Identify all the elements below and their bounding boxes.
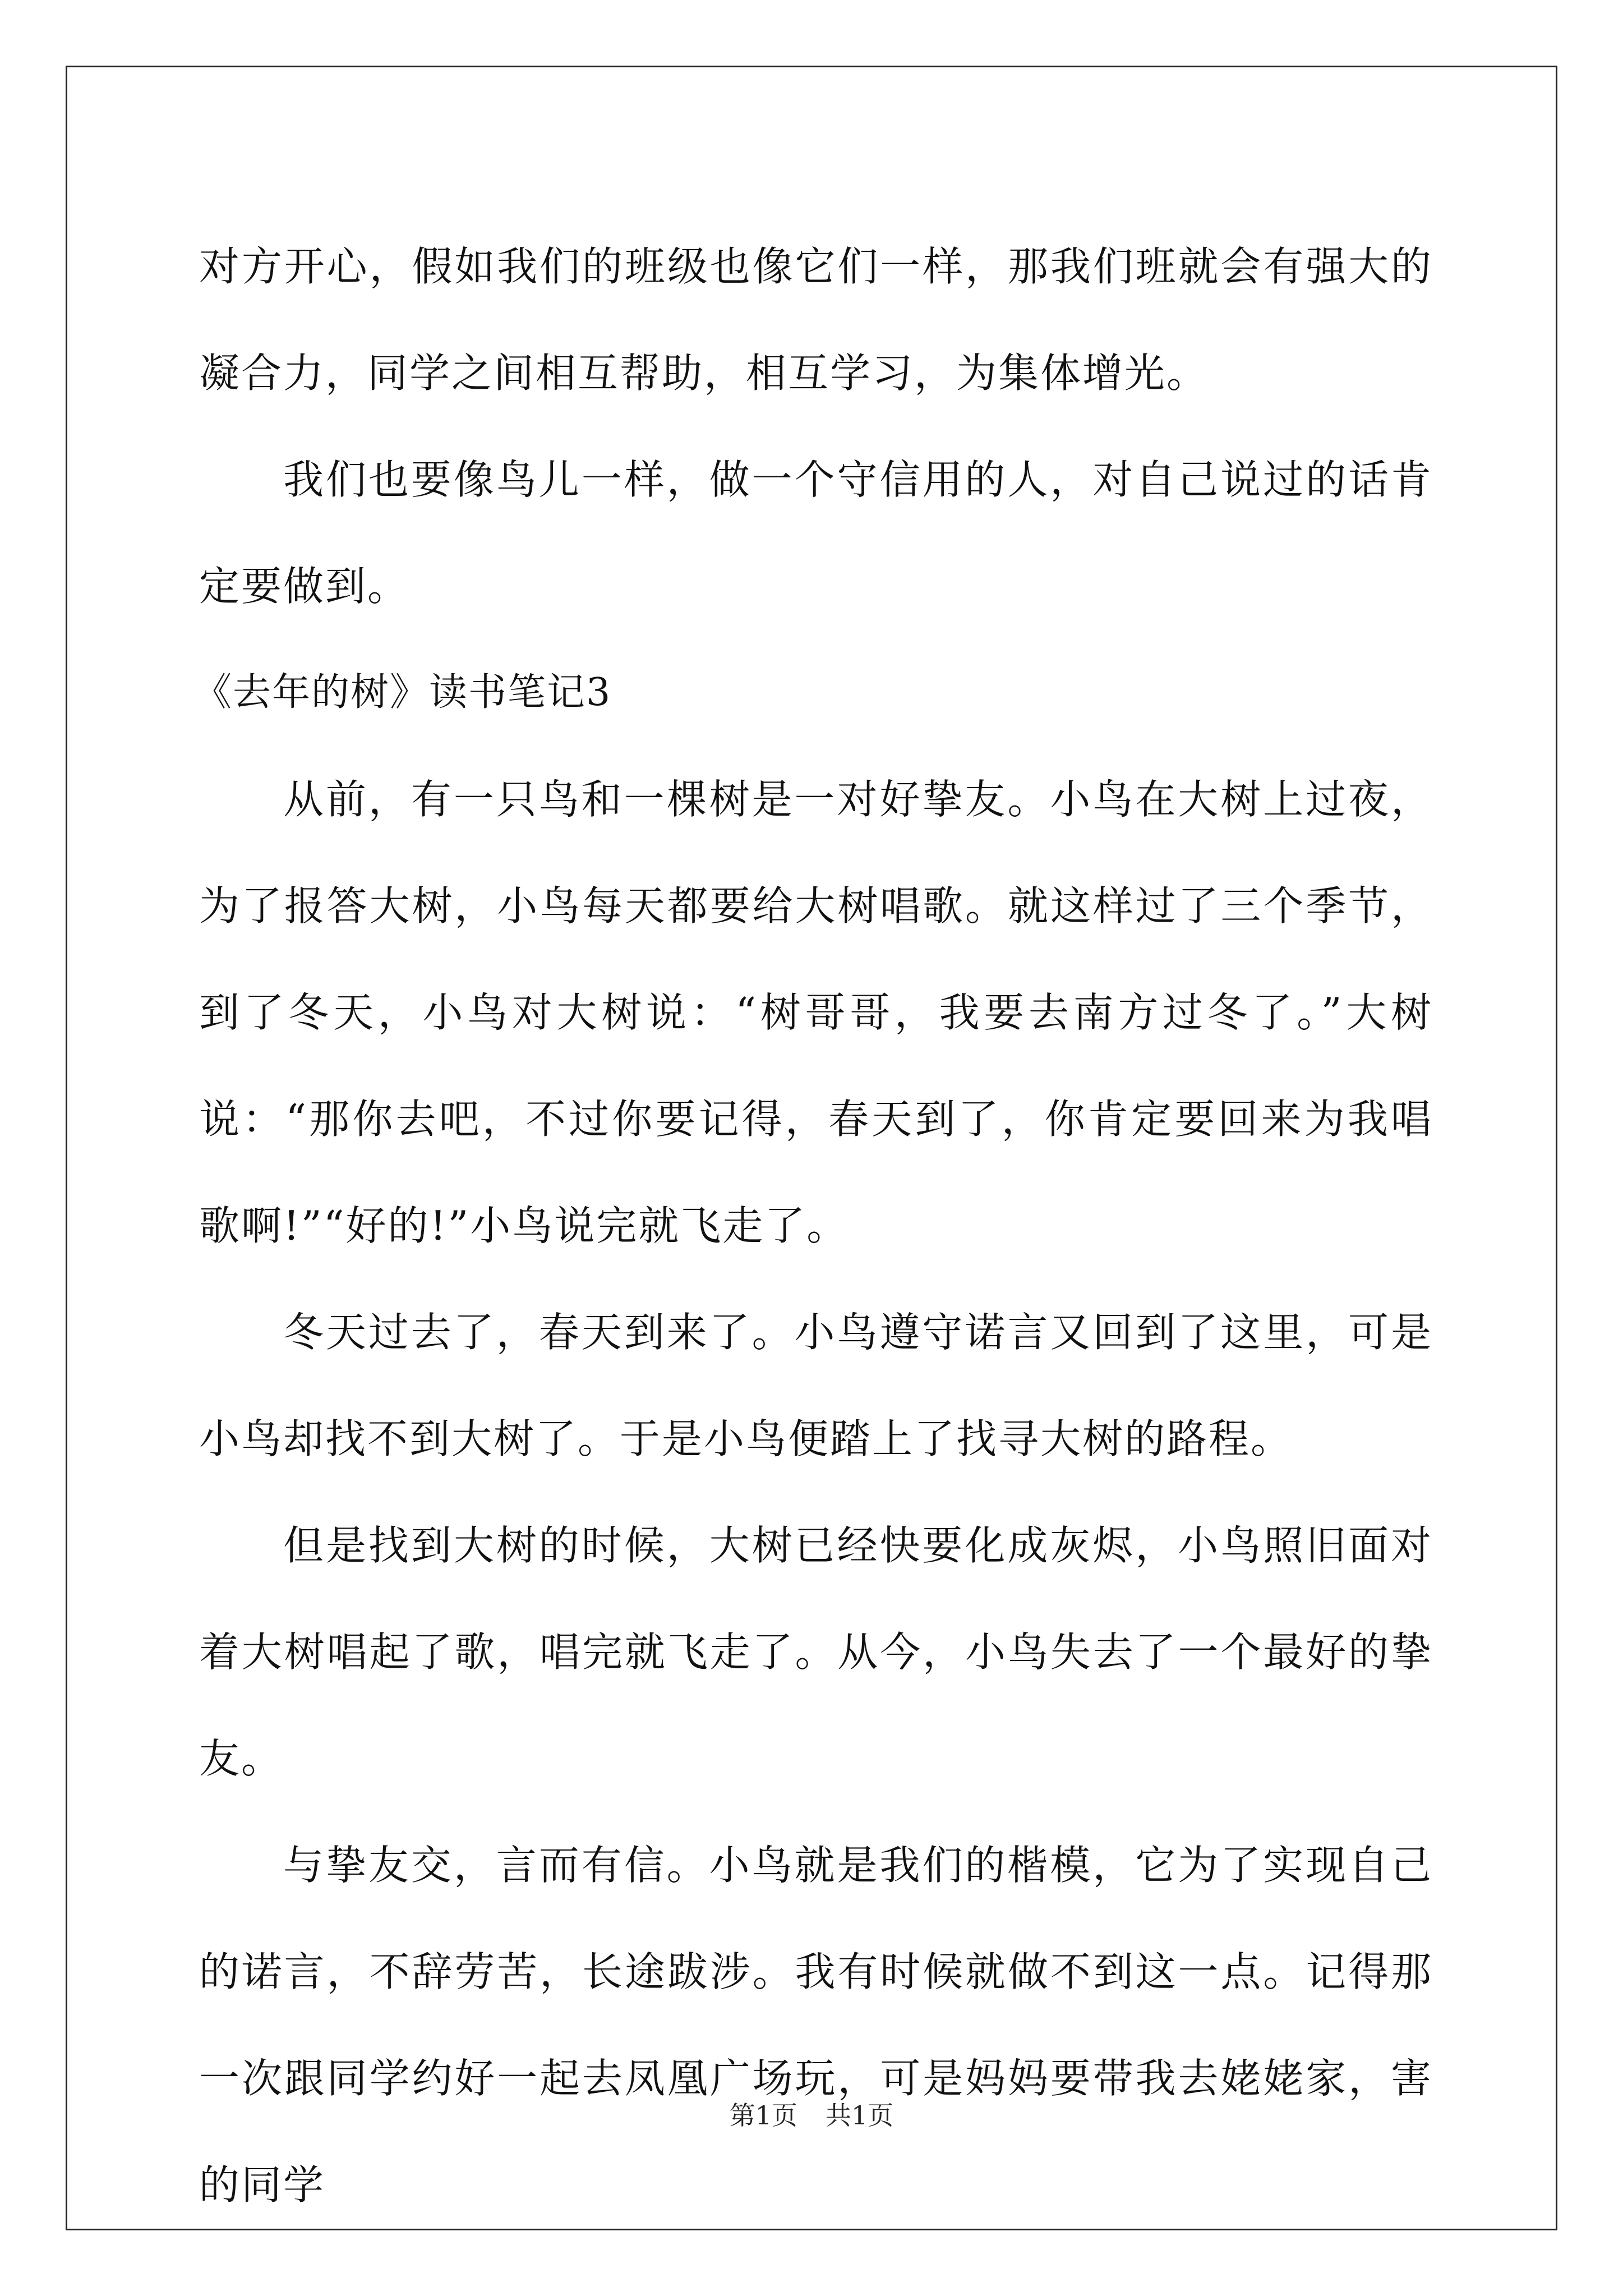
page-number: 第1页 bbox=[729, 2100, 797, 2131]
paragraph: 与挚友交，言而有信。小鸟就是我们的楷模，它为了实现自己的诺言，不辞劳苦，长途跋涉。我有时候就做不到这一点。记得那一次跟同学约好一起去凤凰广场玩，可是妈妈要带我去姥姥家，害的同学 bbox=[199, 1842, 1433, 2208]
page-total: 共1页 bbox=[826, 2100, 894, 2131]
paragraph: 我们也要像鸟儿一样，做一个守信用的人，对自己说过的话肯定要做到。 bbox=[199, 456, 1433, 610]
paragraph: 冬天过去了，春天到来了。小鸟遵守诺言又回到了这里，可是小鸟却找不到大树了。于是小鸟便踏上了找寻大树的路程。 bbox=[199, 1309, 1433, 1462]
section-heading: 《去年的树》读书笔记3 bbox=[193, 670, 612, 715]
paragraph: 但是找到大树的时候，大树已经快要化成灰烬，小鸟照旧面对着大树唱起了歌，唱完就飞走了。从今，小鸟失去了一个最好的挚友。 bbox=[199, 1522, 1433, 1782]
document-body bbox=[193, 213, 1433, 2238]
paragraph: 对方开心，假如我们的班级也像它们一样，那我们班就会有强大的凝合力，同学之间相互帮助，相互学习，为集体增光。 bbox=[199, 243, 1433, 397]
page-footer bbox=[0, 2095, 1623, 2132]
paragraph: 从前，有一只鸟和一棵树是一对好挚友。小鸟在大树上过夜，为了报答大树，小鸟每天都要给大树唱歌。就这样过了三个季节，到了冬天，小鸟对大树说：“树哥哥，我要去南方过冬了。”大树说：“那你去吧，不过你要记得，春天到了，你肯定要回来为我唱歌啊!”“好的!”小鸟说完就飞走了。 bbox=[199, 776, 1433, 1249]
